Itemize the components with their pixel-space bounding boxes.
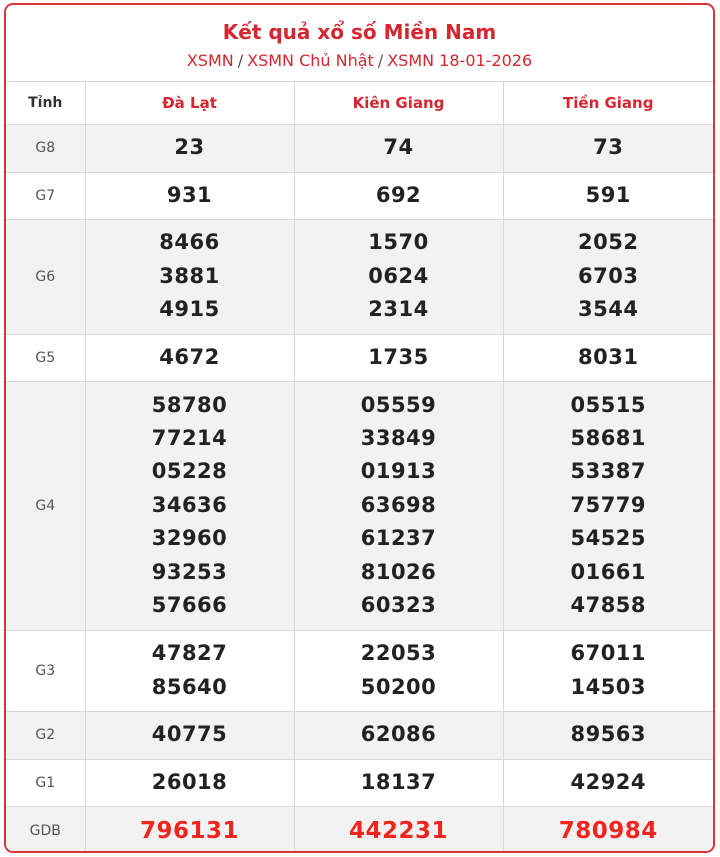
lottery-number: 591 xyxy=(585,182,631,207)
lottery-number: 50200 xyxy=(360,674,437,699)
result-cell xyxy=(85,711,294,759)
lottery-number: 85640 xyxy=(151,674,228,699)
prize-label: G1 xyxy=(6,759,85,806)
lottery-number: 2314 xyxy=(368,297,429,322)
prize-row-g7 xyxy=(6,172,713,219)
lottery-number: 47827 xyxy=(151,641,228,666)
lottery-number: 05559 xyxy=(360,392,437,417)
lottery-number: 60323 xyxy=(360,593,437,618)
lottery-number: 931 xyxy=(166,182,213,207)
result-cell xyxy=(503,630,713,711)
lottery-number: 18137 xyxy=(360,769,437,794)
result-cell xyxy=(85,630,294,711)
prize-row-g8 xyxy=(6,124,713,172)
lottery-number: 3881 xyxy=(159,263,220,288)
result-cell xyxy=(85,334,294,381)
lottery-number: 8031 xyxy=(578,344,639,369)
result-cell xyxy=(503,381,713,630)
lottery-number: 93253 xyxy=(151,559,228,584)
province-column-header: Tỉnh xyxy=(6,82,85,124)
prize-label: GDB xyxy=(6,806,85,853)
lottery-number: 54525 xyxy=(570,526,647,551)
lottery-number: 58780 xyxy=(151,392,228,417)
results-body xyxy=(6,124,713,853)
prize-label: G4 xyxy=(6,381,85,630)
lottery-number: 75779 xyxy=(570,492,647,517)
result-cell xyxy=(503,219,713,334)
lottery-number: 4915 xyxy=(159,297,220,322)
prize-label: G2 xyxy=(6,711,85,759)
breadcrumb-xsmn[interactable]: XSMN xyxy=(186,51,234,70)
table-header-row xyxy=(6,82,713,124)
result-cell xyxy=(294,172,503,219)
lottery-number: 53387 xyxy=(570,459,647,484)
result-cell xyxy=(503,806,713,853)
result-cell xyxy=(85,759,294,806)
breadcrumb-xsmn-sunday[interactable]: XSMN Chủ Nhật xyxy=(247,51,374,70)
results-card xyxy=(4,3,715,853)
special-prize-number: 780984 xyxy=(558,817,658,844)
lottery-number: 05515 xyxy=(570,392,647,417)
breadcrumb-separator: / xyxy=(377,51,384,70)
lottery-number: 67011 xyxy=(570,641,647,666)
result-cell xyxy=(294,334,503,381)
lottery-number: 34636 xyxy=(151,492,228,517)
lottery-number: 0624 xyxy=(368,263,429,288)
result-cell xyxy=(294,759,503,806)
lottery-number: 57666 xyxy=(151,593,228,618)
lottery-number: 23 xyxy=(174,135,205,160)
prize-row-g3 xyxy=(6,630,713,711)
result-cell xyxy=(294,124,503,172)
lottery-number: 47858 xyxy=(570,593,647,618)
result-cell xyxy=(85,806,294,853)
special-prize-number: 796131 xyxy=(139,817,240,844)
lottery-number: 40775 xyxy=(151,722,228,747)
result-cell xyxy=(294,381,503,630)
result-cell xyxy=(503,711,713,759)
breadcrumb-xsmn-date[interactable]: XSMN 18-01-2026 xyxy=(387,51,533,70)
prize-row-g1 xyxy=(6,759,713,806)
prize-row-g2 xyxy=(6,711,713,759)
prize-label: G5 xyxy=(6,334,85,381)
results-header xyxy=(6,5,713,82)
results-table xyxy=(6,82,713,853)
lottery-number: 62086 xyxy=(360,722,437,747)
prize-row-g4 xyxy=(6,381,713,630)
lottery-number: 63698 xyxy=(360,492,437,517)
lottery-number: 74 xyxy=(383,135,414,160)
lottery-number: 73 xyxy=(593,135,624,160)
prize-row-g5 xyxy=(6,334,713,381)
result-cell xyxy=(503,334,713,381)
result-cell xyxy=(294,630,503,711)
special-prize-number: 442231 xyxy=(348,817,449,844)
lottery-number: 61237 xyxy=(360,526,437,551)
lottery-number: 3544 xyxy=(578,297,639,322)
lottery-number: 42924 xyxy=(570,769,647,794)
prize-row-g6 xyxy=(6,219,713,334)
result-cell xyxy=(85,172,294,219)
lottery-number: 22053 xyxy=(360,641,437,666)
prize-label: G6 xyxy=(6,219,85,334)
province-header-tien-giang[interactable]: Tiền Giang xyxy=(503,82,713,124)
breadcrumb xyxy=(6,50,713,72)
lottery-number: 14503 xyxy=(570,674,647,699)
lottery-number: 05228 xyxy=(151,459,228,484)
result-cell xyxy=(85,124,294,172)
lottery-number: 32960 xyxy=(151,526,228,551)
lottery-number: 8466 xyxy=(159,230,220,255)
prize-label: G7 xyxy=(6,172,85,219)
breadcrumb-separator: / xyxy=(237,51,244,70)
prize-row-gdb xyxy=(6,806,713,853)
result-cell xyxy=(85,219,294,334)
result-cell xyxy=(294,806,503,853)
prize-label: G8 xyxy=(6,124,85,172)
result-cell xyxy=(503,172,713,219)
lottery-number: 26018 xyxy=(151,769,228,794)
lottery-number: 692 xyxy=(375,182,422,207)
province-header-da-lat[interactable]: Đà Lạt xyxy=(85,82,294,124)
lottery-number: 81026 xyxy=(360,559,437,584)
result-cell xyxy=(294,711,503,759)
result-cell xyxy=(503,759,713,806)
lottery-number: 89563 xyxy=(570,722,647,747)
lottery-number: 58681 xyxy=(570,425,647,450)
lottery-number: 77214 xyxy=(151,425,228,450)
result-cell xyxy=(294,219,503,334)
lottery-number: 2052 xyxy=(578,230,639,255)
lottery-number: 01913 xyxy=(360,459,437,484)
lottery-number: 33849 xyxy=(360,425,437,450)
result-cell xyxy=(85,381,294,630)
lottery-number: 01661 xyxy=(570,559,647,584)
lottery-number: 6703 xyxy=(578,263,639,288)
lottery-number: 1735 xyxy=(368,344,429,369)
result-cell xyxy=(503,124,713,172)
page-title: Kết quả xổ số Miền Nam xyxy=(222,20,497,44)
lottery-number: 1570 xyxy=(368,230,429,255)
lottery-number: 4672 xyxy=(159,344,220,369)
prize-label: G3 xyxy=(6,630,85,711)
province-header-kien-giang[interactable]: Kiên Giang xyxy=(294,82,503,124)
